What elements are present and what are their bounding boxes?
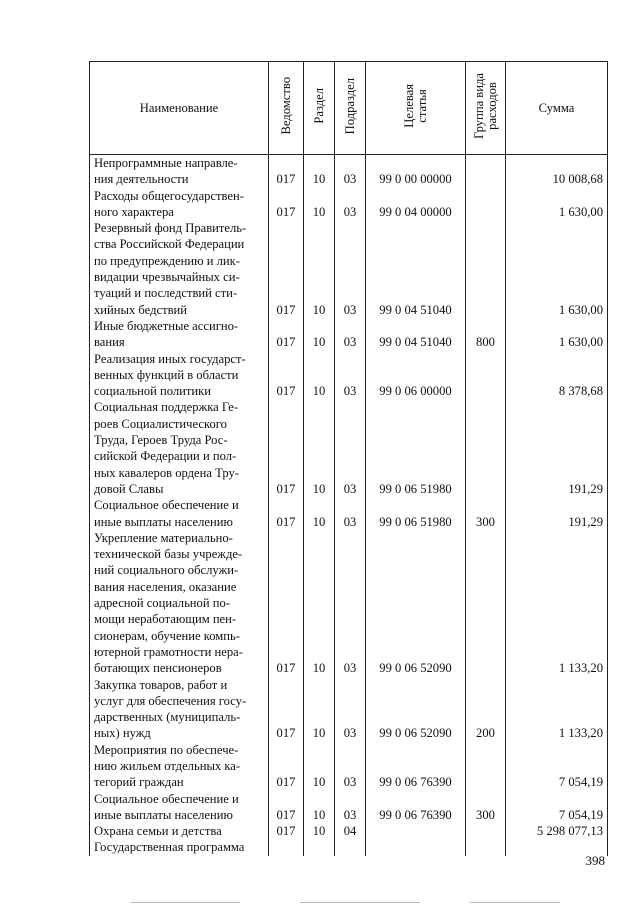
row-podrazdel: 03 [335,399,366,497]
header-razdel: Раздел [304,62,335,155]
row-celevaya-statya: 99 0 06 51980 [366,399,466,497]
row-name-line: Труда, Героев Труда Рос- [94,433,228,448]
row-name-line: технической базы учрежде- [94,547,243,562]
table-header-row [90,62,608,155]
row-gruppa [466,839,506,855]
table-body [90,155,608,856]
table-row [90,188,608,221]
row-gruppa: 800 [466,318,506,351]
table-row [90,318,608,351]
row-name-line: венных функций в области [94,367,239,382]
row-vedomstvo [269,839,304,855]
row-summa: 10 008,68 [506,155,608,188]
row-podrazdel: 03 [335,318,366,351]
row-name-line: нию жильем отдельных ка- [94,758,241,773]
row-gruppa: 300 [466,791,506,824]
row-vedomstvo: 017 [269,351,304,400]
row-celevaya-statya: 99 0 04 00000 [366,188,466,221]
row-vedomstvo: 017 [269,791,304,824]
row-name-cell [90,791,269,824]
row-name-line: иные выплаты населению [94,514,233,529]
row-name-line: хийных бедствий [94,302,188,317]
row-gruppa [466,155,506,188]
row-name-cell [90,155,269,188]
row-razdel: 10 [304,351,335,400]
table-row [90,791,608,824]
row-razdel: 10 [304,220,335,318]
row-gruppa [466,188,506,221]
row-gruppa [466,220,506,318]
table-row [90,155,608,188]
row-razdel: 10 [304,188,335,221]
row-name-line: Социальная поддержка Ге- [94,400,239,415]
row-razdel [304,839,335,855]
row-name-cell [90,530,269,677]
row-name-cell [90,220,269,318]
row-razdel: 10 [304,742,335,791]
row-celevaya-statya: 99 0 00 00000 [366,155,466,188]
row-summa: 7 054,19 [506,742,608,791]
row-vedomstvo: 017 [269,677,304,742]
row-celevaya-statya: 99 0 06 51980 [366,497,466,530]
row-celevaya-statya: 99 0 04 51040 [366,318,466,351]
row-razdel: 10 [304,497,335,530]
row-name-line: иные выплаты населению [94,807,233,822]
row-podrazdel: 03 [335,530,366,677]
row-name-line: Государственная программа [94,840,245,855]
header-gruppa-vida-rashodov: Группа вида расходов [466,62,506,155]
row-name-line: адресной социальной по- [94,596,230,611]
row-gruppa [466,530,506,677]
row-name-line: Охрана семьи и детства [94,824,222,839]
row-gruppa [466,742,506,791]
row-name-cell [90,351,269,400]
row-name-line: ства Российской Федерации [94,237,245,252]
row-gruppa [466,399,506,497]
row-name-line: мощи неработающим пен- [94,612,237,627]
row-razdel: 10 [304,399,335,497]
row-vedomstvo: 017 [269,823,304,839]
table-row [90,399,608,497]
row-summa: 7 054,19 [506,791,608,824]
scan-edge-line [300,902,420,903]
row-gruppa: 200 [466,677,506,742]
row-name-line: ний социального обслужи- [94,563,239,578]
row-vedomstvo: 017 [269,742,304,791]
row-name-line: сионерам, обучение компь- [94,628,240,643]
row-podrazdel: 03 [335,677,366,742]
row-name-line: дарственных (муниципаль- [94,710,241,725]
row-name-line: сийской Федерации и пол- [94,449,237,464]
row-name-cell [90,742,269,791]
row-name-line: Расходы общегосударствен- [94,188,244,203]
row-summa: 1 630,00 [506,220,608,318]
table-row [90,351,608,400]
row-summa: 5 298 077,13 [506,823,608,839]
scan-edge-line [130,902,240,903]
row-name-cell [90,318,269,351]
table-row [90,530,608,677]
row-summa: 1 630,00 [506,188,608,221]
row-summa: 191,29 [506,399,608,497]
row-name-line: Реализация иных государст- [94,351,246,366]
row-celevaya-statya [366,823,466,839]
row-vedomstvo: 017 [269,530,304,677]
table-row [90,839,608,855]
row-name-line: ных кавалеров ордена Тру- [94,465,239,480]
row-name-line: туаций и последствий сти- [94,286,238,301]
table-row [90,823,608,839]
row-summa: 1 133,20 [506,677,608,742]
table-row [90,677,608,742]
row-podrazdel: 03 [335,220,366,318]
row-podrazdel [335,839,366,855]
row-gruppa [466,351,506,400]
row-name-cell [90,839,269,855]
row-name-line: Мероприятия по обеспече- [94,742,239,757]
header-vedomstvo: Ведомство [269,62,304,155]
row-name-line: тегорий граждан [94,775,184,790]
row-vedomstvo: 017 [269,399,304,497]
row-name-line: ного характера [94,204,174,219]
row-razdel: 10 [304,530,335,677]
row-celevaya-statya: 99 0 06 52090 [366,530,466,677]
row-name-line: ния деятельности [94,172,189,187]
row-name-line: социальной политики [94,384,212,399]
row-vedomstvo: 017 [269,318,304,351]
row-name-cell [90,399,269,497]
row-name-line: Социальное обеспечение и [94,498,239,513]
row-gruppa [466,823,506,839]
row-name-cell [90,497,269,530]
row-razdel: 10 [304,791,335,824]
page-number: 398 [585,853,605,868]
row-name-line: роев Социалистического [94,416,227,431]
row-vedomstvo: 017 [269,155,304,188]
row-name-line: Укрепление материально- [94,530,233,545]
row-name-line: услуг для обеспечения госу- [94,693,247,708]
row-name-line: ных) нужд [94,726,151,741]
row-celevaya-statya: 99 0 06 76390 [366,791,466,824]
row-name-cell [90,677,269,742]
row-celevaya-statya: 99 0 06 00000 [366,351,466,400]
row-podrazdel: 03 [335,742,366,791]
scan-edge-line [470,902,560,903]
row-razdel: 10 [304,155,335,188]
row-vedomstvo: 017 [269,497,304,530]
row-summa: 191,29 [506,497,608,530]
row-podrazdel: 04 [335,823,366,839]
row-vedomstvo: 017 [269,188,304,221]
header-summa: Сумма [506,62,608,155]
row-podrazdel: 03 [335,497,366,530]
row-name-line: вания населения, оказание [94,579,237,594]
row-summa: 1 630,00 [506,318,608,351]
row-gruppa: 300 [466,497,506,530]
table-row [90,497,608,530]
row-podrazdel: 03 [335,188,366,221]
row-name-line: видации чрезвычайных си- [94,270,240,285]
row-name-line: ботающих пенсионеров [94,661,222,676]
table-row [90,742,608,791]
row-podrazdel: 03 [335,351,366,400]
row-name-cell [90,823,269,839]
row-name-cell [90,188,269,221]
row-vedomstvo: 017 [269,220,304,318]
row-name-line: по предупреждению и лик- [94,253,240,268]
header-podrazdel: Подраздел [335,62,366,155]
row-name-line: Социальное обеспечение и [94,791,239,806]
row-name-line: вания [94,335,125,350]
header-celevaya-statya: Целевая статья [366,62,466,155]
row-razdel: 10 [304,823,335,839]
row-celevaya-statya [366,839,466,855]
row-podrazdel: 03 [335,791,366,824]
row-name-line: ютерной грамотности нера- [94,644,243,659]
row-name-line: довой Славы [94,481,164,496]
row-summa: 1 133,20 [506,530,608,677]
row-podrazdel: 03 [335,155,366,188]
row-name-line: Непрограммные направле- [94,156,238,170]
row-celevaya-statya: 99 0 06 76390 [366,742,466,791]
row-name-line: Резервный фонд Правитель- [94,221,247,236]
row-razdel: 10 [304,318,335,351]
row-summa: 8 378,68 [506,351,608,400]
row-celevaya-statya: 99 0 04 51040 [366,220,466,318]
budget-table [89,61,608,856]
row-celevaya-statya: 99 0 06 52090 [366,677,466,742]
row-name-line: Закупка товаров, работ и [94,677,228,692]
header-name: Наименование [90,62,269,155]
table-row [90,220,608,318]
row-razdel: 10 [304,677,335,742]
row-name-line: Иные бюджетные ассигно- [94,318,239,333]
